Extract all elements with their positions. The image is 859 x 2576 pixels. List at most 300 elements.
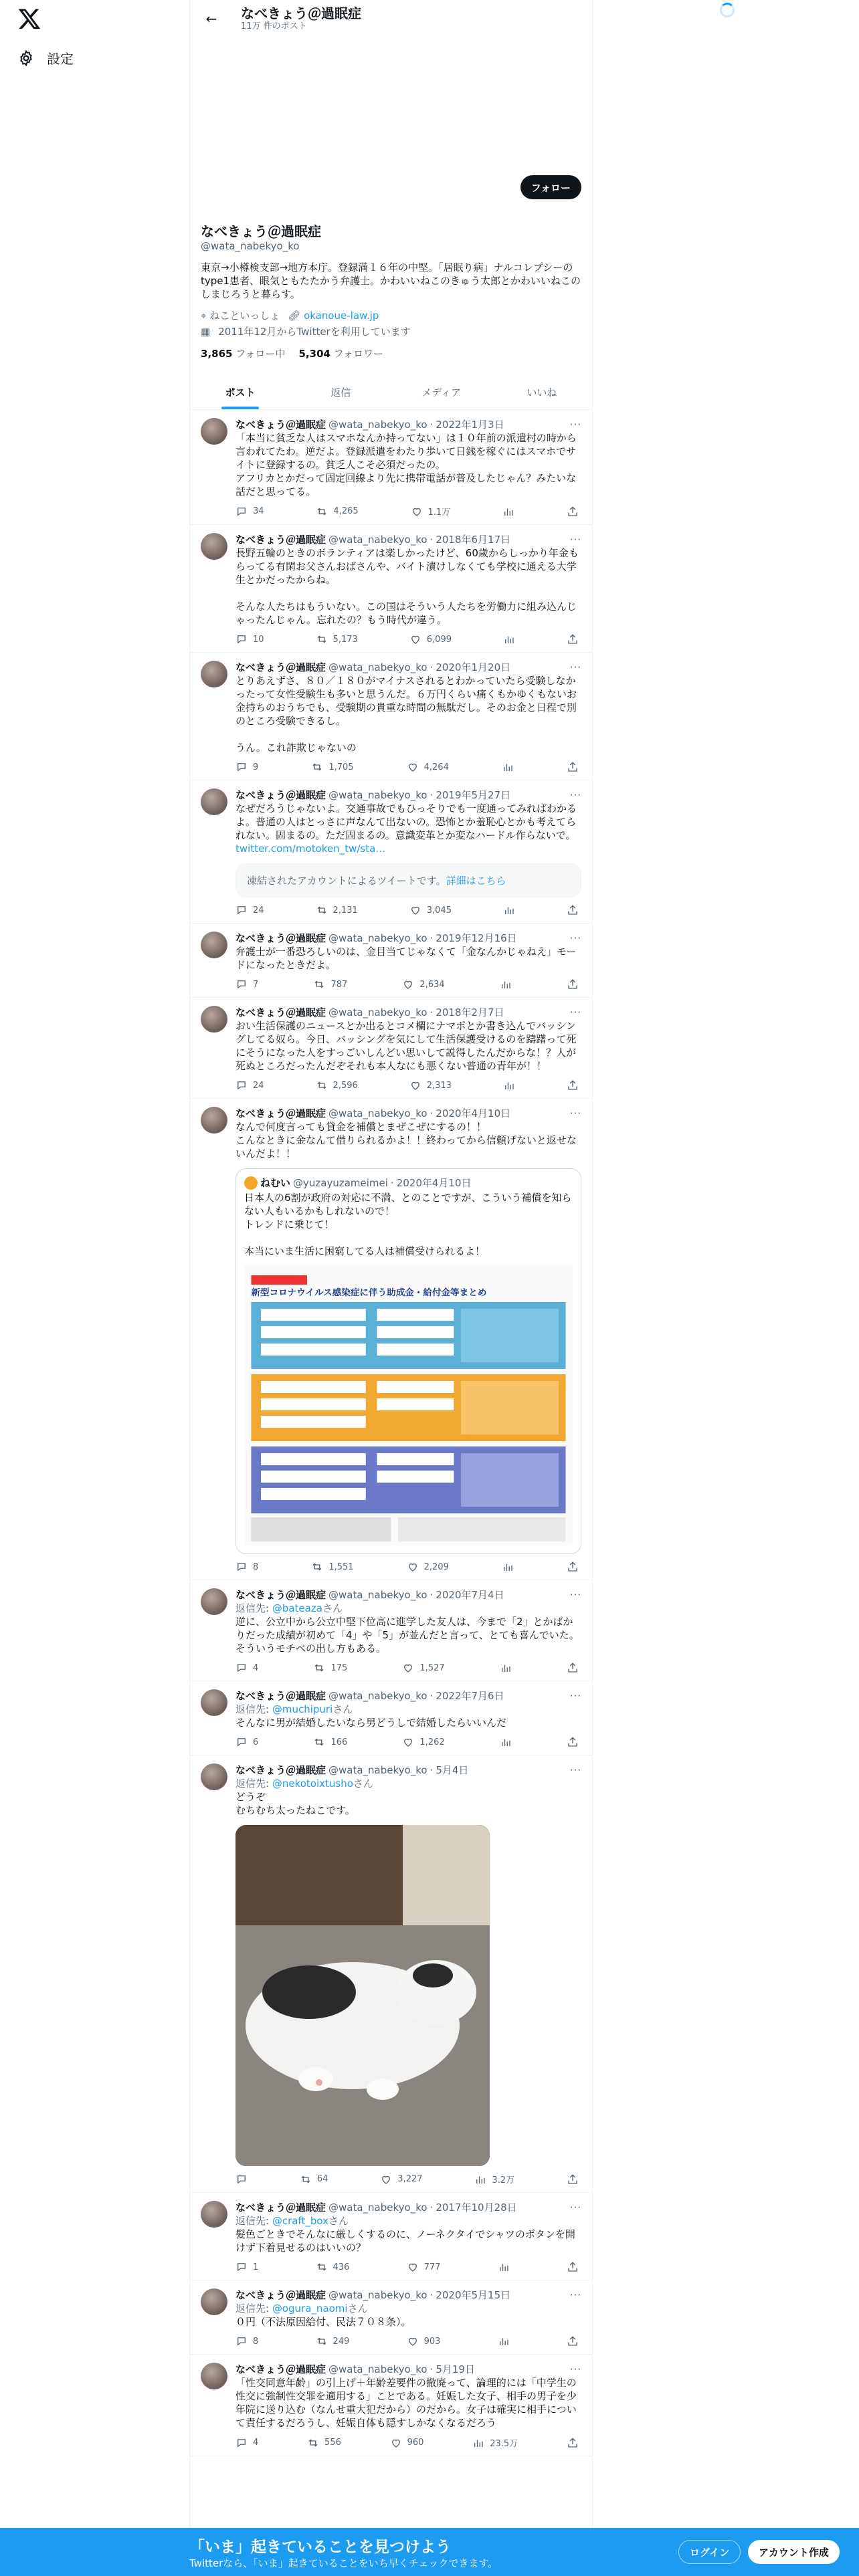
- repost-icon: [313, 978, 325, 990]
- tab-posts[interactable]: ポスト: [190, 374, 290, 409]
- tweet-text-content: なんで何度言っても貸金を補償とまぜこぜにするの！！ こんなときに金なんて借りられるかよ！！終わってから信頼げないと返せないんだよ！！: [235, 1121, 577, 1160]
- views-action[interactable]: [500, 1736, 512, 1748]
- author-name[interactable]: なべきょう＠過眠症: [235, 1764, 326, 1776]
- author-name[interactable]: なべきょう＠過眠症: [235, 1589, 326, 1601]
- like-icon: [411, 506, 423, 518]
- reply-icon: [235, 1561, 248, 1573]
- tweet-body: [235, 932, 581, 990]
- repost-icon: [316, 2335, 328, 2347]
- profile-info: [190, 223, 592, 360]
- like-icon: [407, 2261, 419, 2273]
- reply-action[interactable]: [235, 633, 264, 645]
- author-name[interactable]: なべきょう＠過眠症: [235, 661, 326, 673]
- avatar[interactable]: [201, 788, 227, 815]
- views-icon: [500, 1736, 512, 1748]
- share-action[interactable]: [567, 2436, 579, 2449]
- tweet-actions: [235, 2335, 579, 2347]
- avatar[interactable]: [201, 1763, 227, 1790]
- more-options-icon[interactable]: ···: [569, 932, 581, 944]
- tweet[interactable]: [190, 2355, 592, 2456]
- views-action[interactable]: [503, 904, 515, 916]
- share-action[interactable]: [567, 633, 579, 645]
- avatar[interactable]: [201, 1006, 227, 1033]
- like-action[interactable]: [407, 2335, 441, 2347]
- reply-icon: [235, 633, 248, 645]
- profile-banner: [190, 37, 592, 171]
- location-text: ねこといっしょ: [209, 310, 280, 322]
- more-options-icon[interactable]: ···: [569, 419, 581, 431]
- views-action[interactable]: [500, 978, 512, 990]
- views-action[interactable]: [503, 633, 515, 645]
- author-handle[interactable]: @wata_nabekyo_ko: [328, 1006, 427, 1018]
- repost-count: 1,551: [328, 1562, 354, 1572]
- repost-count: 556: [324, 2438, 341, 2448]
- reply-action[interactable]: [235, 2173, 248, 2185]
- tweet-date[interactable]: 2022年7月6日: [436, 1690, 504, 1702]
- like-count: 2,634: [419, 979, 445, 990]
- like-action[interactable]: [402, 978, 444, 990]
- views-icon: [500, 1662, 512, 1674]
- tweet[interactable]: [190, 410, 592, 525]
- tweet-text-content: とりあえずさ、８０／１８０がマイナスされるとわかっていたら受験しなかったって女性受験生も多いと思うんだ。６万円くらい痛くもかゆくもないお金持ちのおうちでも、受験期の貴重な時間の無駄だし。そのお金と日程で別のところ受験できるし。 うん。これ詐欺じゃないの: [235, 675, 577, 754]
- reply-suffix: さん: [322, 1602, 343, 1614]
- followers-link[interactable]: [299, 346, 384, 360]
- repost-action[interactable]: [300, 2173, 328, 2185]
- tweet-date[interactable]: 2020年1月20日: [436, 661, 511, 673]
- tweet-header: [235, 418, 581, 431]
- views-action[interactable]: [474, 2173, 514, 2185]
- tweet-body: [235, 1107, 581, 1573]
- like-count: 4,264: [423, 762, 449, 772]
- like-count: 1.1万: [427, 508, 451, 518]
- more-options-icon[interactable]: ···: [569, 2363, 581, 2375]
- avatar[interactable]: [201, 1689, 227, 1716]
- tweet-actions: [235, 978, 579, 990]
- author-handle[interactable]: @wata_nabekyo_ko: [328, 1107, 427, 1119]
- reply-action[interactable]: [235, 904, 264, 916]
- reply-icon: [235, 1736, 248, 1748]
- quoted-date: 2020年4月10日: [396, 1177, 472, 1189]
- repost-action[interactable]: [316, 1079, 358, 1091]
- more-options-icon[interactable]: ···: [569, 1589, 581, 1601]
- author-handle[interactable]: @wata_nabekyo_ko: [328, 2202, 427, 2214]
- author-name[interactable]: なべきょう＠過眠症: [235, 2202, 326, 2214]
- share-action[interactable]: [567, 761, 579, 773]
- like-action[interactable]: [409, 1079, 452, 1091]
- like-count: 1,262: [419, 1737, 445, 1747]
- share-action[interactable]: [567, 505, 579, 518]
- header-title: なべきょう＠過眠症: [241, 5, 361, 21]
- repost-action[interactable]: [316, 2335, 350, 2347]
- avatar[interactable]: [201, 533, 227, 560]
- signup-banner: [0, 2528, 859, 2576]
- reply-icon: [235, 1079, 248, 1091]
- tweet-date[interactable]: 2022年1月3日: [436, 419, 504, 431]
- tweet-body: [235, 661, 581, 773]
- flyer-title: 新型コロナウイルス感染症に伴う助成金・給付金等まとめ: [251, 1288, 487, 1298]
- share-icon: [567, 2437, 579, 2449]
- back-arrow-icon[interactable]: ←: [205, 11, 217, 27]
- like-count: 960: [407, 2438, 424, 2448]
- settings-nav-item[interactable]: [17, 48, 74, 68]
- reply-prefix: 返信先:: [235, 1602, 272, 1614]
- tweet-text: [235, 1615, 581, 1655]
- author-handle[interactable]: @wata_nabekyo_ko: [328, 1589, 427, 1601]
- avatar[interactable]: [201, 932, 227, 958]
- website-item[interactable]: [288, 309, 379, 322]
- tab-replies[interactable]: 返信: [330, 386, 351, 399]
- avatar[interactable]: [201, 2201, 227, 2228]
- like-action[interactable]: [411, 505, 451, 518]
- share-icon: [567, 1079, 579, 1091]
- repost-action[interactable]: [313, 1736, 347, 1748]
- tab-likes[interactable]: いいね: [527, 386, 557, 399]
- tweet-body: [235, 2363, 581, 2449]
- more-options-icon[interactable]: ···: [569, 2202, 581, 2214]
- more-options-icon[interactable]: ···: [569, 2289, 581, 2301]
- tweet-date[interactable]: 2018年6月17日: [436, 534, 511, 546]
- quoted-author-handle: @yuzayuzameimei: [293, 1176, 388, 1189]
- reply-count: 4: [253, 2438, 259, 2448]
- tweet[interactable]: [190, 1099, 592, 1580]
- profile-bio: 東京→小樽検支部→地方本庁。登録満１６年の中堅。「居眠り病」ナルコレプシーのtype1患者、眼気ともたたかう弁護士。かわいいねこのきゅう太郎とかわいいねこのしまじろうと暮らす。: [201, 261, 581, 300]
- author-name[interactable]: なべきょう＠過眠症: [235, 534, 326, 546]
- quoted-tweet[interactable]: [235, 1168, 581, 1554]
- views-action[interactable]: [498, 2261, 510, 2273]
- profile-meta: [201, 309, 581, 322]
- reply-to-handle[interactable]: @bateaza: [272, 1602, 322, 1614]
- tweet-text-content: なぜだろうじゃないよ。交通事故でもひっそりでも一度通ってみればわかるよ。普通の人はとっさに声なんて出ないの。恐怖とか羞恥心とかも考えてられない。固まるの。ただ固まるの。意識変革とか変なハードル作らないで。: [235, 802, 577, 841]
- tweet-date[interactable]: 2019年12月16日: [436, 932, 517, 944]
- repost-count: 5,173: [332, 634, 358, 645]
- like-action[interactable]: [402, 1662, 444, 1674]
- share-action[interactable]: [567, 904, 579, 916]
- like-icon: [402, 978, 414, 990]
- avatar[interactable]: [201, 1588, 227, 1615]
- reply-action[interactable]: [235, 1079, 264, 1091]
- repost-action[interactable]: [316, 904, 358, 916]
- tweet[interactable]: [190, 525, 592, 653]
- like-count: 2,313: [426, 1080, 452, 1091]
- avatar[interactable]: [201, 2288, 227, 2315]
- author-handle[interactable]: @wata_nabekyo_ko: [328, 1764, 427, 1776]
- tweet-header: [235, 1689, 581, 1703]
- reply-context: [235, 1602, 581, 1615]
- reply-to-handle[interactable]: @nekotoixtusho: [272, 1778, 353, 1790]
- views-icon: [502, 1561, 514, 1573]
- reply-count: 4: [253, 1662, 259, 1673]
- reply-suffix: さん: [332, 1703, 353, 1715]
- more-options-icon[interactable]: ···: [569, 1764, 581, 1776]
- tweet-date[interactable]: 2020年4月10日: [436, 1107, 511, 1119]
- main-column: [189, 0, 593, 2576]
- reply-icon: [235, 2173, 248, 2185]
- author-handle[interactable]: @wata_nabekyo_ko: [328, 419, 427, 431]
- reply-to-handle[interactable]: @craft_box: [272, 2215, 328, 2227]
- share-action[interactable]: [567, 978, 579, 990]
- share-action[interactable]: [567, 1736, 579, 1748]
- reply-count: 24: [253, 1080, 264, 1091]
- reply-action[interactable]: [235, 2261, 258, 2273]
- follow-button[interactable]: フォロー: [520, 175, 581, 199]
- tweet-body: [235, 1006, 581, 1091]
- quoted-image-flyer[interactable]: [244, 1265, 573, 1545]
- views-action[interactable]: [502, 1561, 514, 1573]
- share-action[interactable]: [567, 2261, 579, 2273]
- reply-icon: [235, 506, 248, 518]
- tweet-date[interactable]: 2020年5月15日: [436, 2289, 511, 2301]
- repost-icon: [313, 1662, 325, 1674]
- share-action[interactable]: [567, 2335, 579, 2347]
- reply-prefix: 返信先:: [235, 1703, 272, 1715]
- cat-photo[interactable]: [235, 1825, 490, 2166]
- repost-action[interactable]: [313, 1662, 347, 1674]
- following-link[interactable]: [201, 346, 286, 360]
- reply-action[interactable]: [235, 1736, 258, 1748]
- tweet-actions: [235, 1736, 579, 1748]
- left-navigation: [0, 0, 189, 2576]
- separator-dot: ·: [430, 1690, 434, 1702]
- like-icon: [407, 1561, 419, 1573]
- joined-text: 2011年12月からTwitterを利用しています: [218, 326, 411, 338]
- tweet[interactable]: [190, 1755, 592, 2193]
- tab-media[interactable]: メディア: [421, 386, 462, 399]
- more-options-icon[interactable]: ···: [569, 534, 581, 546]
- share-action[interactable]: [567, 1662, 579, 1674]
- like-icon: [409, 1079, 421, 1091]
- like-action[interactable]: [407, 761, 449, 773]
- repost-count: 2,131: [332, 905, 358, 916]
- like-action[interactable]: [380, 2173, 422, 2185]
- reply-action[interactable]: [235, 1561, 258, 1573]
- tweet-body: [235, 788, 581, 916]
- separator-dot: ·: [390, 1176, 394, 1189]
- author-handle[interactable]: @wata_nabekyo_ko: [328, 789, 427, 801]
- tweet-feed: [190, 410, 592, 2456]
- views-icon: [500, 978, 512, 990]
- like-action[interactable]: [409, 633, 452, 645]
- reply-count: 9: [253, 762, 259, 772]
- author-name[interactable]: なべきょう＠過眠症: [235, 789, 326, 801]
- views-action[interactable]: [498, 2335, 510, 2347]
- author-handle[interactable]: @wata_nabekyo_ko: [328, 534, 427, 546]
- reply-icon: [235, 1662, 248, 1674]
- views-action[interactable]: [503, 1079, 515, 1091]
- tweet-date[interactable]: 5月4日: [436, 1764, 469, 1776]
- tweet[interactable]: [190, 998, 592, 1099]
- tweet[interactable]: [190, 780, 592, 924]
- tweet[interactable]: [190, 2280, 592, 2355]
- tweet-text-content: 「性交同意年齢」の引上げ＋年齢差要件の撤廃って、論理的には「中学生の性交に強制性交罪を適用する」ことである。妊娠した女子、相手の男子を少年院に送り込む（なんせ重大犯だから）のだから。女子は確実に相手について責任するだろうし、妊娠自体も隠すしかなくなるだろう: [235, 2377, 577, 2429]
- tweet-actions: [235, 2261, 579, 2273]
- reply-count: 24: [253, 905, 264, 916]
- repost-count: 175: [330, 1662, 348, 1673]
- reply-action[interactable]: [235, 505, 264, 518]
- share-action[interactable]: [567, 1561, 579, 1573]
- signup-button[interactable]: アカウント作成: [748, 2540, 840, 2564]
- share-icon: [567, 633, 579, 645]
- profile-tabs: [190, 374, 592, 410]
- share-action[interactable]: [567, 1079, 579, 1091]
- tweet-text: [235, 1790, 581, 1817]
- author-name[interactable]: なべきょう＠過眠症: [235, 2363, 326, 2375]
- avatar[interactable]: [201, 661, 227, 687]
- like-action[interactable]: [409, 904, 452, 916]
- author-handle[interactable]: @wata_nabekyo_ko: [328, 932, 427, 944]
- tweet[interactable]: [190, 1580, 592, 1681]
- separator-dot: ·: [430, 2202, 434, 2214]
- author-name[interactable]: なべきょう＠過眠症: [235, 932, 326, 944]
- more-options-icon[interactable]: ···: [569, 1006, 581, 1018]
- tweet-text: [235, 2228, 581, 2254]
- learn-more-link[interactable]: 詳細はこちら: [446, 875, 506, 887]
- views-action[interactable]: [502, 505, 514, 518]
- like-action[interactable]: [402, 1736, 444, 1748]
- avatar[interactable]: [201, 2363, 227, 2389]
- repost-icon: [311, 761, 323, 773]
- repost-icon: [316, 506, 328, 518]
- more-options-icon[interactable]: ···: [569, 1107, 581, 1119]
- views-icon: [502, 761, 514, 773]
- views-icon: [503, 904, 515, 916]
- views-action[interactable]: [500, 1662, 512, 1674]
- reply-icon: [235, 904, 248, 916]
- reply-to-handle[interactable]: @muchipuri: [272, 1703, 333, 1715]
- reply-count: 7: [253, 979, 259, 990]
- like-action[interactable]: [407, 2261, 441, 2273]
- tweet[interactable]: [190, 653, 592, 780]
- website-link[interactable]: okanoue-law.jp: [304, 310, 379, 322]
- repost-icon: [316, 633, 328, 645]
- tweet-actions: [235, 761, 579, 773]
- more-options-icon[interactable]: ···: [569, 789, 581, 801]
- like-action[interactable]: [390, 2436, 424, 2449]
- reply-suffix: さん: [353, 1778, 373, 1790]
- tweet-actions: [235, 505, 579, 518]
- tweet[interactable]: [190, 2193, 592, 2280]
- tweet-body: [235, 1763, 581, 2185]
- author-name[interactable]: なべきょう＠過眠症: [235, 419, 326, 431]
- author-handle[interactable]: @wata_nabekyo_ko: [328, 2363, 427, 2375]
- tweet-date[interactable]: 5月19日: [436, 2363, 475, 2375]
- tweet-date[interactable]: 2018年2月7日: [436, 1006, 504, 1018]
- reply-action[interactable]: [235, 2335, 258, 2347]
- like-icon: [409, 904, 421, 916]
- tweet-actions: [235, 633, 579, 645]
- login-button[interactable]: ログイン: [678, 2540, 741, 2564]
- share-action[interactable]: [567, 2173, 579, 2185]
- repost-action[interactable]: [307, 2436, 341, 2449]
- tweet[interactable]: [190, 924, 592, 998]
- share-icon: [567, 1736, 579, 1748]
- reply-action[interactable]: [235, 761, 258, 773]
- location-item: [201, 309, 280, 322]
- like-count: 3,227: [397, 2174, 423, 2184]
- more-options-icon[interactable]: ···: [569, 1690, 581, 1702]
- tweet-header: [235, 1763, 581, 1777]
- quoted-avatar: [244, 1176, 258, 1190]
- like-icon: [390, 2437, 402, 2449]
- reply-context: [235, 2214, 581, 2228]
- reply-action[interactable]: [235, 2436, 258, 2449]
- link-icon: 🔗︎: [288, 310, 301, 322]
- repost-action[interactable]: [311, 761, 353, 773]
- author-handle[interactable]: @wata_nabekyo_ko: [328, 1690, 427, 1702]
- repost-count: 249: [332, 2336, 350, 2347]
- repost-action[interactable]: [311, 1561, 353, 1573]
- like-icon: [402, 1662, 414, 1674]
- quoted-text: 日本人の6割が政府の対応に不満、とのことですが、こういう補償を知らない人もいるかもしれないので！ トレンドに乗じて！ 本当にいま生活に困窮してる人は補償受けられるよ！: [244, 1192, 572, 1257]
- repost-count: 787: [330, 979, 348, 990]
- separator-dot: ·: [430, 1764, 434, 1776]
- views-count: 23.5万: [490, 2439, 518, 2449]
- tweet-date[interactable]: 2019年5月27日: [436, 789, 511, 801]
- views-icon: [498, 2335, 510, 2347]
- repost-count: 166: [330, 1737, 348, 1747]
- x-logo-icon[interactable]: [17, 7, 41, 31]
- calendar-icon: ▦: [201, 326, 211, 338]
- tweet-date[interactable]: 2020年7月4日: [436, 1589, 504, 1601]
- tweet-body: [235, 2288, 581, 2347]
- repost-icon: [316, 904, 328, 916]
- profile-header-bar: [190, 0, 592, 37]
- avatar[interactable]: [201, 418, 227, 445]
- signup-banner-title: 「いま」起きていることを見つけよう: [189, 2539, 451, 2556]
- tweet-header: [235, 932, 581, 945]
- tweet-date[interactable]: 2017年10月28日: [436, 2202, 517, 2214]
- author-handle[interactable]: @wata_nabekyo_ko: [328, 2289, 427, 2301]
- author-name[interactable]: なべきょう＠過眠症: [235, 1690, 326, 1702]
- followers-label: フォロワー: [333, 348, 383, 360]
- reply-prefix: 返信先:: [235, 1778, 272, 1790]
- tweet-text: [235, 1716, 581, 1729]
- tweet-link[interactable]: twitter.com/motoken_tw/sta…: [235, 843, 386, 855]
- tweet-text-content: ０円（不法原因給付、民法７０８条）。: [235, 2316, 411, 2328]
- reply-to-handle[interactable]: @ogura_naomi: [272, 2302, 348, 2315]
- tweet-header: [235, 533, 581, 546]
- like-count: 777: [423, 2262, 441, 2272]
- avatar[interactable]: [201, 1107, 227, 1134]
- repost-action[interactable]: [316, 505, 358, 518]
- reply-action[interactable]: [235, 1662, 258, 1674]
- tweet[interactable]: [190, 1681, 592, 1755]
- repost-action[interactable]: [316, 2261, 350, 2273]
- more-options-icon[interactable]: ···: [569, 661, 581, 673]
- reply-icon: [235, 761, 248, 773]
- tweet-body: [235, 533, 581, 645]
- repost-action[interactable]: [316, 633, 358, 645]
- views-action[interactable]: [472, 2436, 518, 2449]
- like-action[interactable]: [407, 1561, 449, 1573]
- reply-suffix: さん: [347, 2302, 368, 2315]
- reply-context: [235, 1777, 581, 1790]
- author-name[interactable]: なべきょう＠過眠症: [235, 1107, 326, 1119]
- quoted-author-name: ねむい: [260, 1177, 291, 1189]
- like-icon: [409, 633, 421, 645]
- views-action[interactable]: [502, 761, 514, 773]
- loading-spinner-icon: [720, 3, 735, 17]
- repost-count: 2,596: [332, 1080, 358, 1091]
- reply-count: 34: [253, 506, 264, 516]
- author-handle[interactable]: @wata_nabekyo_ko: [328, 661, 427, 673]
- author-name[interactable]: なべきょう＠過眠症: [235, 1006, 326, 1018]
- following-label: フォロー中: [235, 348, 286, 360]
- author-name[interactable]: なべきょう＠過眠症: [235, 2289, 326, 2301]
- like-count: 6,099: [426, 634, 452, 645]
- separator-dot: ·: [430, 932, 434, 944]
- repost-action[interactable]: [313, 978, 347, 990]
- reply-action[interactable]: [235, 978, 258, 990]
